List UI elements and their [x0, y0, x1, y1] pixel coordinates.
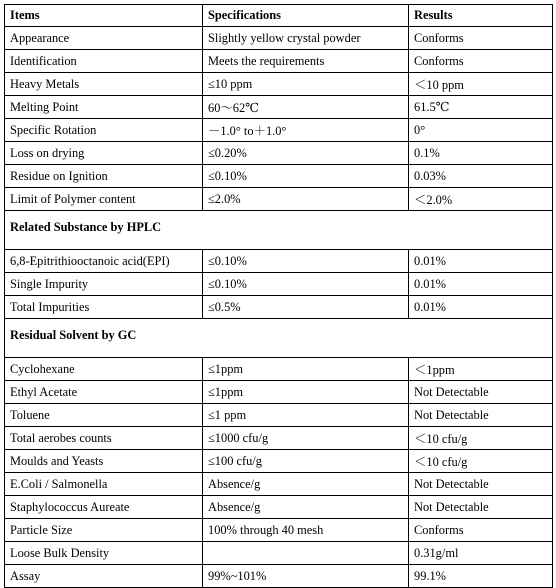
specification-cell: ≤1 ppm: [203, 404, 409, 427]
result-cell: 0.01%: [409, 250, 553, 273]
header-specifications: Specifications: [203, 5, 409, 27]
table-row: [5, 73, 553, 96]
specification-cell: ≤100 cfu/g: [203, 450, 409, 473]
specification-cell: 99%~101%: [203, 565, 409, 588]
item-cell: Particle Size: [5, 519, 203, 542]
specification-cell: [203, 542, 409, 565]
specification-cell: ≤0.10%: [203, 250, 409, 273]
item-cell: Total Impurities: [5, 296, 203, 319]
specification-cell: Absence/g: [203, 496, 409, 519]
table-row: [5, 27, 553, 50]
specification-cell: ≤2.0%: [203, 188, 409, 211]
result-cell: Not Detectable: [409, 404, 553, 427]
specification-cell: Meets the requirements: [203, 50, 409, 73]
result-cell: ＜10 cfu/g: [409, 427, 553, 450]
table-row: [5, 450, 553, 473]
table-row: [5, 565, 553, 588]
item-cell: Ethyl Acetate: [5, 381, 203, 404]
item-cell: Identification: [5, 50, 203, 73]
section-row: [5, 211, 553, 250]
table-row: [5, 273, 553, 296]
table-row: [5, 250, 553, 273]
specification-cell: ≤0.5%: [203, 296, 409, 319]
result-cell: ＜1ppm: [409, 358, 553, 381]
result-cell: 0°: [409, 119, 553, 142]
item-cell: Appearance: [5, 27, 203, 50]
item-cell: Loss on drying: [5, 142, 203, 165]
item-cell: Specific Rotation: [5, 119, 203, 142]
result-cell: ＜10 cfu/g: [409, 450, 553, 473]
item-cell: Single Impurity: [5, 273, 203, 296]
specification-cell: ≤10 ppm: [203, 73, 409, 96]
item-cell: E.Coli / Salmonella: [5, 473, 203, 496]
table-row: [5, 473, 553, 496]
item-cell: Loose Bulk Density: [5, 542, 203, 565]
specification-cell: 100% through 40 mesh: [203, 519, 409, 542]
table-row: [5, 50, 553, 73]
specification-cell: ≤0.10%: [203, 165, 409, 188]
item-cell: Toluene: [5, 404, 203, 427]
table-row: [5, 188, 553, 211]
item-cell: Staphylococcus Aureate: [5, 496, 203, 519]
section-heading: Related Substance by HPLC: [5, 211, 553, 250]
table-row: [5, 519, 553, 542]
result-cell: ＜2.0%: [409, 188, 553, 211]
result-cell: 0.01%: [409, 273, 553, 296]
result-cell: 0.1%: [409, 142, 553, 165]
table-body: [5, 27, 553, 588]
specification-cell: ≤1ppm: [203, 358, 409, 381]
section-row: [5, 319, 553, 358]
item-cell: Assay: [5, 565, 203, 588]
specification-cell: ≤1000 cfu/g: [203, 427, 409, 450]
table-row: [5, 496, 553, 519]
specification-cell: Slightly yellow crystal powder: [203, 27, 409, 50]
item-cell: Moulds and Yeasts: [5, 450, 203, 473]
result-cell: Conforms: [409, 50, 553, 73]
result-cell: Conforms: [409, 27, 553, 50]
specification-cell: －1.0° to＋1.0°: [203, 119, 409, 142]
result-cell: Not Detectable: [409, 381, 553, 404]
specification-cell: ≤1ppm: [203, 381, 409, 404]
result-cell: ＜10 ppm: [409, 73, 553, 96]
specification-table: [4, 4, 553, 588]
table-row: [5, 165, 553, 188]
item-cell: 6,8-Epitrithiooctanoic acid(EPI): [5, 250, 203, 273]
result-cell: 0.03%: [409, 165, 553, 188]
table-row: [5, 404, 553, 427]
item-cell: Melting Point: [5, 96, 203, 119]
header-results: Results: [409, 5, 553, 27]
table-row: [5, 142, 553, 165]
result-cell: 61.5℃: [409, 96, 553, 119]
table-row: [5, 542, 553, 565]
table-row: [5, 119, 553, 142]
item-cell: Limit of Polymer content: [5, 188, 203, 211]
table-header-row: [5, 5, 553, 27]
result-cell: Conforms: [409, 519, 553, 542]
specification-cell: 60～62℃: [203, 96, 409, 119]
table-row: [5, 96, 553, 119]
specification-cell: ≤0.20%: [203, 142, 409, 165]
result-cell: 99.1%: [409, 565, 553, 588]
specification-cell: Absence/g: [203, 473, 409, 496]
item-cell: Heavy Metals: [5, 73, 203, 96]
table-row: [5, 358, 553, 381]
item-cell: Cyclohexane: [5, 358, 203, 381]
section-heading: Residual Solvent by GC: [5, 319, 553, 358]
result-cell: 0.31g/ml: [409, 542, 553, 565]
result-cell: 0.01%: [409, 296, 553, 319]
table-row: [5, 296, 553, 319]
item-cell: Residue on Ignition: [5, 165, 203, 188]
table-row: [5, 427, 553, 450]
specification-cell: ≤0.10%: [203, 273, 409, 296]
table-row: [5, 381, 553, 404]
item-cell: Total aerobes counts: [5, 427, 203, 450]
result-cell: Not Detectable: [409, 473, 553, 496]
header-items: Items: [5, 5, 203, 27]
result-cell: Not Detectable: [409, 496, 553, 519]
